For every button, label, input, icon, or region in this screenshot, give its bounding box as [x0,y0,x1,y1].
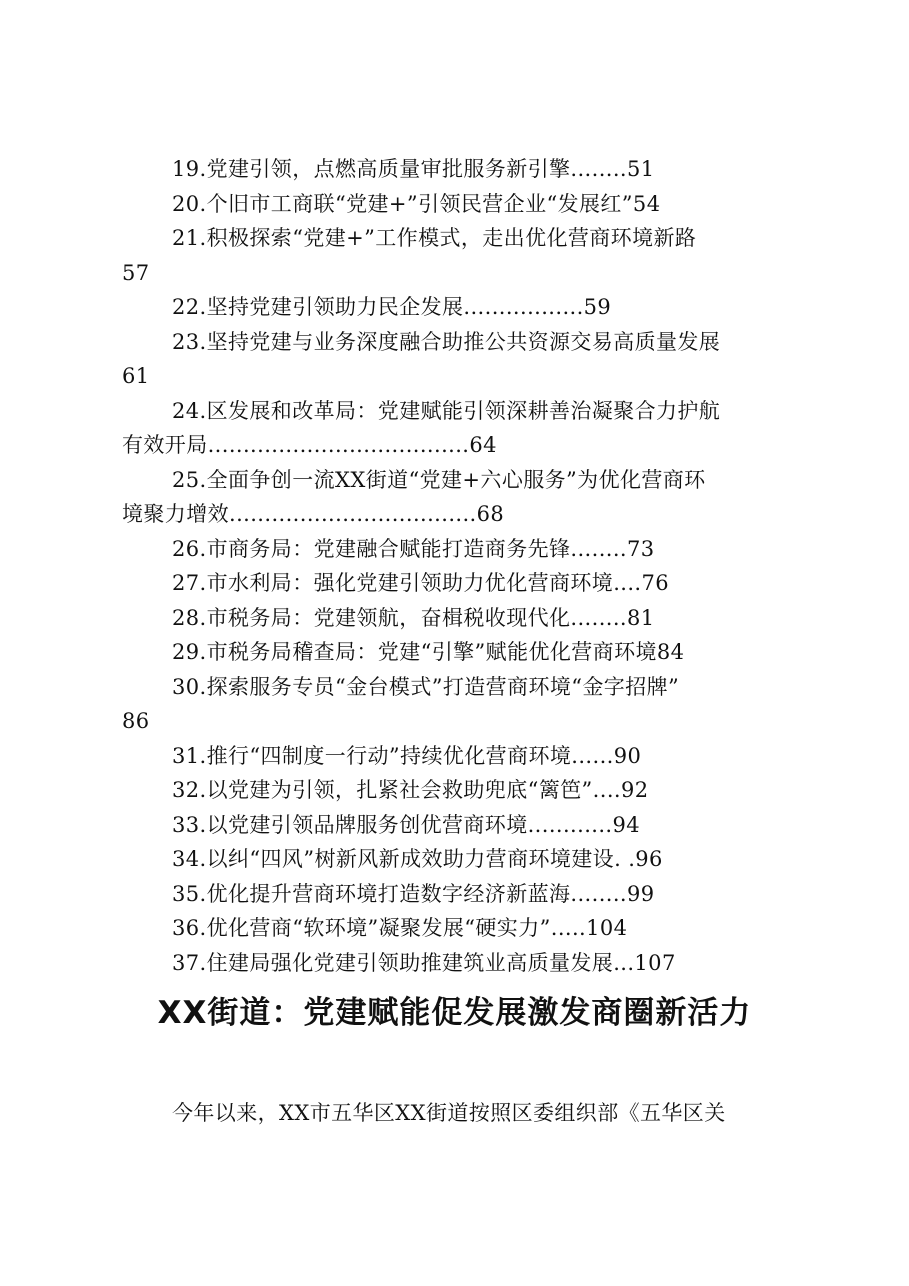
toc-entry: 22.坚持党建引领助力民企发展.................59 [172,295,612,319]
toc-entry: 25.全面争创一流XX街道“党建+六心服务”为优化营商环 [172,467,706,492]
toc-entry: 31.推行“四制度一行动”持续优化营商环境......90 [172,743,642,768]
toc-entry: 35.优化提升营商环境打造数字经济新蓝海........99 [172,881,655,906]
toc-entry: 24.区发展和改革局：党建赋能引领深耕善治凝聚合力护航 [172,398,721,423]
article-paragraph: 今年以来，XX市五华区XX街道按照区委组织部《五华区关 [172,1101,726,1125]
article-title: XX街道：党建赋能促发展激发商圈新活力 [157,995,752,1031]
toc-entry: 34.以纠“四风”树新风新成效助力营商环境建设. .96 [172,847,663,871]
table-of-contents [122,152,794,980]
toc-entry: 57 [122,260,150,285]
toc-entry: 37.住建局强化党建引领助推建筑业高质量发展...107 [172,950,676,975]
toc-entry: 20.个旧市工商联“党建+”引领民营企业“发展红”54 [172,191,661,216]
toc-entry: 28.市税务局：党建领航，奋楫税收现代化........81 [172,605,655,630]
toc-entry: 21.积极探索“党建+”工作模式，走出优化营商环境新路 [172,226,697,250]
toc-entry: 36.优化营商“软环境”凝聚发展“硬实力”.....104 [172,916,628,940]
toc-entry: 27.市水利局：强化党建引领助力优化营商环境....76 [172,571,670,595]
toc-entry: 32.以党建为引领，扎紧社会救助兜底“篱笆”....92 [172,778,649,802]
toc-entry: 33.以党建引领品牌服务创优营商环境............94 [172,812,641,837]
toc-entry: 29.市税务局稽查局：党建“引擎”赋能优化营商环境84 [172,640,685,664]
toc-entry: 86 [122,709,150,733]
toc-entry: 19.党建引领，点燃高质量审批服务新引擎........51 [172,157,655,181]
toc-entry: 30.探索服务专员“金台模式”打造营商环境“金字招牌” [172,674,680,699]
toc-entry: 有效开局.....................................64 [122,433,497,457]
toc-entry: 23.坚持党建与业务深度融合助推公共资源交易高质量发展 [172,329,721,354]
toc-entry: 境聚力增效...................................68 [122,502,505,526]
toc-entry: 26.市商务局：党建融合赋能打造商务先锋........73 [172,536,655,561]
toc-entry: 61 [122,364,150,388]
